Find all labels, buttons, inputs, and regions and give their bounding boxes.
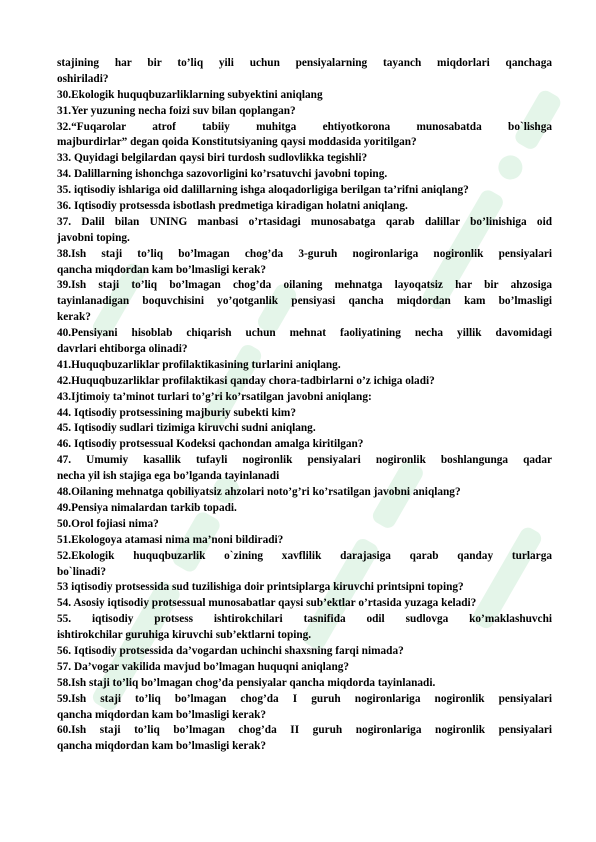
text-line: 42.Huquqbuzarliklar profilaktikasi qanday chora-tadbirlarni o’z ichiga oladi? bbox=[57, 374, 435, 387]
text-line: 32.“Fuqarolar atrof tabiiy muhitga ehtiyotkorona munosabatda bo`lishga bbox=[57, 120, 552, 133]
text-line: 59.Ish staji to’liq bo’lmagan chog’da I guruh nogironlariga nogironlik pensiyalari bbox=[57, 692, 552, 705]
text-line: 34. Dalillarning ishonchga sazovorligini ko’rsatuvchi javobni toping. bbox=[57, 168, 388, 181]
text-line: 35. iqtisodiy ishlariga oid dalillarning ishga aloqadorligiga berilgan ta’rifni aniqlang? bbox=[57, 184, 469, 197]
text-line: 49.Pensiya nimalardan tarkib topadi. bbox=[57, 501, 237, 514]
text-line: davrlari ehtiborga olinadi? bbox=[57, 343, 188, 356]
text-line: 47. Umumiy kasallik tufayli nogironlik pensiyalari nogironlik boshlangunga qadar bbox=[57, 454, 552, 467]
text-line: 31.Yer yuzuning necha foizi suv bilan qoplangan? bbox=[57, 104, 296, 117]
text-line: 33. Quyidagi belgilardan qaysi biri turdosh sudlovlikka tegishli? bbox=[57, 152, 368, 165]
text-line: 39.Ish staji to’liq bo’lmagan chog’da oilaning mehnatga layoqatsiz har bir ahzosiga bbox=[57, 279, 552, 292]
text-line: bo`linadi? bbox=[57, 565, 106, 578]
text-line: javobni toping. bbox=[57, 231, 130, 244]
text-line: 30.Ekologik huquqbuzarliklarning subyektini aniqlang bbox=[57, 88, 323, 101]
text-line: 55. iqtisodiy protsess ishtirokchilari tasnifida odil sudlovga ko’maklashuvchi bbox=[57, 613, 552, 626]
text-line: 44. Iqtisodiy protsessining majburiy subekti kim? bbox=[57, 406, 296, 419]
text-line: 60.Ish staji to’liq bo’lmagan chog’da II guruh nogironlariga nogironlik pensiyalari bbox=[57, 724, 552, 737]
text-line: tayinlanadigan boquvchisini yo’qotganlik pensiyasi qancha miqdordan kam bo’lmasligi bbox=[57, 295, 552, 308]
text-line: 37. Dalil bilan UNING manbasi o’rtasidagi munosabatga qarab dalillar bo’linishiga oid bbox=[57, 215, 552, 228]
text-line: 40.Pensiyani hisoblab chiqarish uchun mehnat faoliyatining necha yillik davomidagi bbox=[57, 327, 552, 340]
text-line: 38.Ish staji to’liq bo’lmagan chog’da 3-guruh nogironlariga nogironlik pensiyalari bbox=[57, 247, 552, 260]
text-line: 58.Ish staji to’liq bo’lmagan chog’da pensiyalar qancha miqdorda tayinlanadi. bbox=[57, 676, 436, 689]
text-line: stajining har bir to’liq yili uchun pensiyalarning tayanch miqdorlari qanchaga bbox=[57, 57, 552, 69]
text-line: 51.Ekologoya atamasi nima ma’noni bildiradi? bbox=[57, 533, 284, 546]
text-line: necha yil ish stajiga ega bo’lganda tayinlanadi bbox=[57, 470, 280, 483]
text-line: oshiriladi? bbox=[57, 72, 109, 85]
text-line: qancha miqdordan kam bo’lmasligi kerak? bbox=[57, 708, 267, 721]
text-line: 45. Iqtisodiy sudlari tizimiga kiruvchi sudni aniqlang. bbox=[57, 422, 316, 435]
text-line: 46. Iqtisodiy protsessual Kodeksi qachondan amalga kiritilgan? bbox=[57, 438, 364, 451]
text-line: 50.Orol fojiasi nima? bbox=[57, 517, 159, 530]
text-line: kerak? bbox=[57, 311, 91, 324]
text-line: 56. Iqtisodiy protsessida da’vogardan uchinchi shaxsning farqi nimada? bbox=[57, 644, 404, 657]
text-line: 54. Asosiy iqtisodiy protsessual munosabatlar qaysi sub’ektlar o’rtasida yuzaga keladi? bbox=[57, 597, 477, 610]
text-line: 57. Da’vogar vakilida mavjud bo’lmagan huquqni aniqlang? bbox=[57, 660, 350, 673]
text-line: qancha miqdordan kam bo’lmasligi kerak? bbox=[57, 740, 267, 753]
text-line: 52.Ekologik huquqbuzarlik o`zining xavflilik darajasiga qarab qanday turlarga bbox=[57, 549, 552, 562]
text-line: 53 iqtisodiy protsessida sud tuzilishiga doir printsiplarga kiruvchi printsipni toping? bbox=[57, 581, 464, 594]
text-line: majburdirlar” degan qoida Konstitutsiyaning qaysi moddasida yoritilgan? bbox=[57, 136, 417, 149]
text-line: 36. Iqtisodiy protsessda isbotlash predmetiga kiradigan holatni aniqlang. bbox=[57, 200, 408, 213]
text-line: ishtirokchilar guruhiga kiruvchi sub’ektlarni toping. bbox=[57, 629, 312, 642]
text-line: 48.Oilaning mehnatga qobiliyatsiz ahzolari noto’g’ri ko’rsatilgan javobni aniqlang? bbox=[57, 486, 461, 499]
text-line: 43.Ijtimoiy ta’minot turlari to’g’ri ko’rsatilgan javobni aniqlang: bbox=[57, 390, 372, 403]
text-line: qancha miqdordan kam bo’lmasligi kerak? bbox=[57, 263, 267, 276]
text-line: 41.Huquqbuzarliklar profilaktikasining turlarini aniqlang. bbox=[57, 358, 341, 371]
question-list bbox=[57, 56, 552, 755]
